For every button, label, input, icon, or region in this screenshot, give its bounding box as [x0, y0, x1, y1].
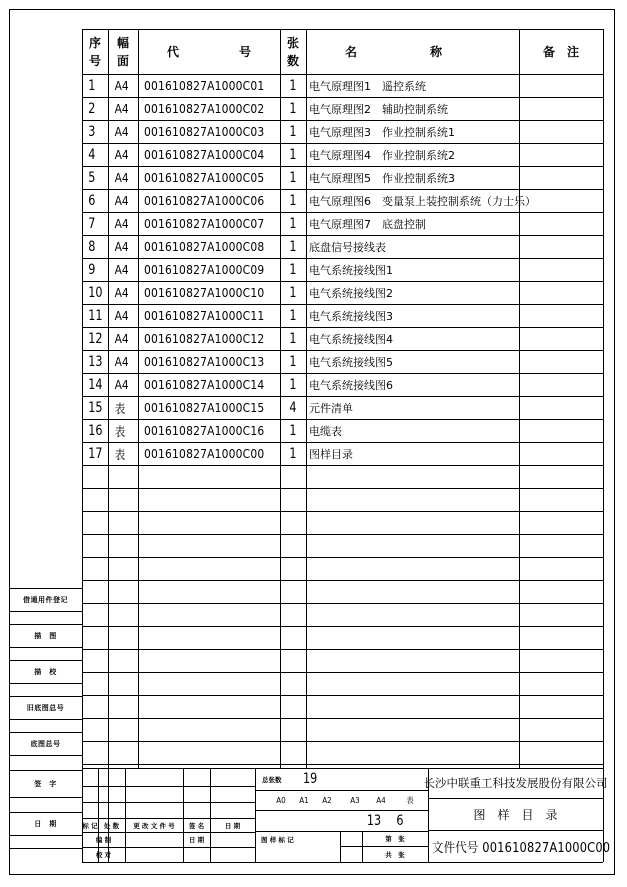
- row-size: A4: [114, 124, 129, 139]
- side-line: [9, 611, 82, 612]
- row-name: 电气原理图2 辅助控制系统: [309, 102, 448, 116]
- tb-row: [82, 802, 255, 803]
- row-seq: 13: [88, 353, 103, 370]
- row-code: 001610827A1000C02: [144, 101, 265, 116]
- rev-header-4: 日 期: [224, 821, 241, 830]
- total-sheets-value: 19: [303, 771, 318, 787]
- document-code: 文件代号 001610827A1000C00: [432, 840, 611, 856]
- side-line: [9, 755, 82, 756]
- table-count: 6: [396, 812, 404, 829]
- row-line: [82, 672, 603, 673]
- drawn-label: 编 制: [95, 836, 112, 844]
- row-sheets: 1: [289, 123, 297, 140]
- row-line: [82, 718, 603, 719]
- row-name: 元件清单: [309, 401, 353, 415]
- row-sheets: 1: [289, 376, 297, 393]
- row-size: 表: [114, 446, 126, 462]
- row-size: A4: [114, 377, 129, 392]
- row-line: [82, 649, 603, 650]
- header-name-b: 称: [429, 45, 442, 59]
- row-name: 电气原理图1 遥控系统: [309, 79, 426, 93]
- row-size: A4: [114, 354, 129, 369]
- row-seq: 9: [88, 261, 96, 278]
- row-line: [82, 626, 603, 627]
- row-seq: 11: [88, 307, 103, 324]
- row-line: [82, 695, 603, 696]
- row-sheets: 1: [289, 215, 297, 232]
- tb-col: [255, 768, 256, 862]
- row-size: A4: [114, 262, 129, 277]
- row-code: 001610827A1000C16: [144, 423, 265, 438]
- header-remark: 备 注: [542, 45, 579, 59]
- row-sheets: 1: [289, 284, 297, 301]
- row-size: A4: [114, 147, 129, 162]
- row-code: 001610827A1000C09: [144, 262, 265, 277]
- row-sheets: 1: [289, 100, 297, 117]
- table-bottom-border: [82, 862, 603, 863]
- size-label-4: A4: [376, 795, 386, 805]
- side-label-0: 借通用件登记: [23, 595, 68, 604]
- row-size: A4: [114, 170, 129, 185]
- row-name: 电气系统接线图3: [309, 309, 393, 323]
- header-seq: 序 号: [88, 35, 101, 68]
- header-code-a: 代: [166, 45, 179, 59]
- side-line: [9, 797, 82, 798]
- row-code: 001610827A1000C12: [144, 331, 265, 346]
- row-name: 电气原理图5 作业控制系统3: [309, 171, 455, 185]
- row-code: 001610827A1000C14: [144, 377, 265, 392]
- row-name: 电气原理图3 作业控制系统1: [309, 125, 455, 139]
- row-seq: 6: [88, 192, 96, 209]
- size-label-2: A2: [322, 795, 332, 805]
- row-name: 电缆表: [309, 424, 342, 438]
- row-seq: 15: [88, 399, 103, 416]
- row-name: 电气原理图4 作业控制系统2: [309, 148, 455, 162]
- size-label-0: A0: [276, 795, 286, 805]
- row-sheets: 1: [289, 238, 297, 255]
- row-seq: 3: [88, 123, 96, 140]
- row-sheets: 1: [289, 169, 297, 186]
- row-seq: 1: [88, 77, 96, 94]
- rev-header-1: 处 数: [103, 821, 120, 830]
- row-name: 电气系统接线图6: [309, 378, 393, 392]
- company-name: 长沙中联重工科技发展股份有限公司: [423, 776, 608, 790]
- side-line: [9, 719, 82, 720]
- row-code: 001610827A1000C06: [144, 193, 265, 208]
- size-label-1: A1: [299, 795, 309, 805]
- row-sheets: 1: [289, 261, 297, 278]
- row-name: 电气原理图7 底盘控制: [309, 217, 426, 231]
- col-divider: [138, 29, 139, 768]
- row-sheets: 1: [289, 146, 297, 163]
- col-divider: [108, 29, 109, 768]
- row-size: A4: [114, 331, 129, 346]
- side-label-4: 底图总号: [30, 739, 61, 748]
- row-code: 001610827A1000C10: [144, 285, 265, 300]
- row-seq: 12: [88, 330, 103, 347]
- tb-col: [340, 831, 341, 862]
- rev-header-0: 标 记: [82, 821, 98, 830]
- row-size: A4: [114, 239, 129, 254]
- row-line: [82, 603, 603, 604]
- row-code: 001610827A1000C08: [144, 239, 265, 254]
- row-size: A4: [114, 308, 129, 323]
- row-code: 001610827A1000C15: [144, 400, 265, 415]
- date-label: 日 期: [188, 836, 205, 844]
- row-line: [82, 465, 603, 466]
- size-label-5: 表: [406, 795, 414, 805]
- row-sheets: 1: [289, 445, 297, 462]
- col-divider: [280, 29, 281, 768]
- row-sheets: 1: [289, 353, 297, 370]
- total-sheets-label: 总张数: [262, 775, 282, 784]
- sheets-total-label: 共 张: [385, 850, 405, 859]
- row-sheets: 4: [289, 399, 297, 416]
- row-sheets: 1: [289, 422, 297, 439]
- side-line: [9, 683, 82, 684]
- a4-count: 13: [366, 812, 382, 829]
- row-name: 图样目录: [309, 447, 353, 461]
- row-code: 001610827A1000C07: [144, 216, 265, 231]
- header-sheets: 张 数: [286, 35, 299, 68]
- row-seq: 7: [88, 215, 96, 232]
- row-line: [82, 764, 603, 765]
- row-size: A4: [114, 193, 129, 208]
- row-seq: 5: [88, 169, 96, 186]
- row-sheets: 1: [289, 307, 297, 324]
- side-line: [9, 647, 82, 648]
- mark-label: 图 样 标 记: [261, 835, 294, 844]
- row-size: A4: [114, 101, 129, 116]
- side-label-6: 日 期: [34, 819, 57, 828]
- row-code: 001610827A1000C01: [144, 78, 265, 93]
- row-line: [82, 488, 603, 489]
- header-code-b: 号: [238, 45, 251, 59]
- row-seq: 17: [88, 445, 103, 462]
- row-code: 001610827A1000C05: [144, 170, 265, 185]
- row-code: 001610827A1000C11: [144, 308, 265, 323]
- row-seq: 16: [88, 422, 103, 439]
- row-line: [82, 580, 603, 581]
- side-line: [9, 848, 82, 849]
- row-sheets: 1: [289, 330, 297, 347]
- row-name: 电气原理图6 变量泵上装控制系统（力士乐）: [309, 194, 536, 208]
- table-left-border: [82, 29, 83, 862]
- row-size: 表: [114, 423, 126, 439]
- row-name: 电气系统接线图2: [309, 286, 393, 300]
- row-line: [82, 557, 603, 558]
- row-name: 电气系统接线图1: [309, 263, 393, 277]
- side-label-3: 旧底图总号: [26, 703, 65, 712]
- document-title: 图 样 目 录: [473, 807, 558, 822]
- row-sheets: 1: [289, 192, 297, 209]
- size-label-3: A3: [350, 795, 360, 805]
- rev-header-2: 更 改 文 件 号: [133, 821, 175, 830]
- side-label-5: 签 字: [34, 779, 57, 788]
- rev-header-3: 签 名: [188, 821, 205, 830]
- row-line: [82, 511, 603, 512]
- side-line: [9, 835, 82, 836]
- row-seq: 8: [88, 238, 96, 255]
- row-size: A4: [114, 216, 129, 231]
- row-code: 001610827A1000C13: [144, 354, 265, 369]
- row-size: A4: [114, 78, 129, 93]
- checked-label: 校 对: [95, 851, 112, 859]
- row-code: 001610827A1000C00: [144, 446, 265, 461]
- header-size: 幅 面: [116, 35, 129, 68]
- row-seq: 4: [88, 146, 96, 163]
- row-size: 表: [114, 400, 126, 416]
- sheet-number-label: 第 张: [385, 835, 405, 843]
- row-line: [82, 741, 603, 742]
- row-line: [82, 534, 603, 535]
- row-seq: 14: [88, 376, 103, 393]
- row-code: 001610827A1000C04: [144, 147, 265, 162]
- tb-row: [82, 786, 255, 787]
- row-size: A4: [114, 285, 129, 300]
- table-right-border: [603, 29, 604, 862]
- row-name: 电气系统接线图4: [309, 332, 393, 346]
- row-name: 底盘信号接线表: [309, 240, 386, 254]
- side-label-1: 描 图: [34, 631, 57, 640]
- row-code: 001610827A1000C03: [144, 124, 265, 139]
- header-name-a: 名: [344, 45, 357, 59]
- row-seq: 2: [88, 100, 96, 117]
- row-sheets: 1: [289, 77, 297, 94]
- side-label-2: 描 校: [34, 667, 57, 676]
- row-seq: 10: [88, 284, 103, 301]
- row-name: 电气系统接线图5: [309, 355, 393, 369]
